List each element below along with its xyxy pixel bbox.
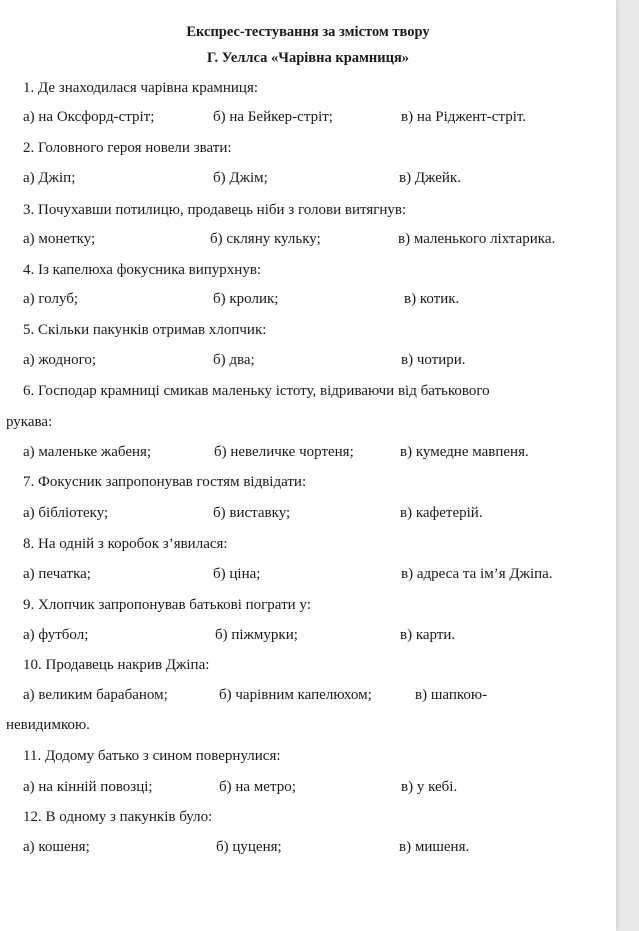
option-c: в) кумедне мавпеня. xyxy=(400,444,529,460)
option-b: б) на Бейкер-стріт; xyxy=(213,109,333,125)
option-b: б) ціна; xyxy=(213,566,261,582)
option-b: б) піжмурки; xyxy=(215,627,298,643)
question-8: 8. На одній з коробок з’явилася: xyxy=(23,536,228,552)
header-subtitle: Г. Уеллса «Чарівна крамниця» xyxy=(206,50,410,66)
question-6: 6. Господар крамниці смикав маленьку істоту, відриваючи від батькового xyxy=(23,383,490,399)
option-b: б) чарівним капелюхом; xyxy=(219,687,372,703)
option-c: в) Джейк. xyxy=(399,170,461,186)
option-a: а) маленьке жабеня; xyxy=(23,444,152,460)
question-9: 9. Хлопчик запропонував батькові пограти у: xyxy=(23,597,311,613)
question-12: 12. В одному з пакунків було: xyxy=(23,809,213,825)
option-a: а) Джіп; xyxy=(23,170,76,186)
option-b: б) два; xyxy=(213,352,255,368)
option-a: а) голуб; xyxy=(23,291,79,307)
question-2: 2. Головного героя новели звати: xyxy=(23,140,232,156)
option-c: в) карти. xyxy=(400,627,456,643)
option-c: в) маленького ліхтарика. xyxy=(398,231,556,247)
option-c: в) адреса та ім’я Джіпа. xyxy=(401,566,553,582)
option-b: б) невеличке чортеня; xyxy=(214,444,354,460)
question-10: 10. Продавець накрив Джіпа: xyxy=(23,657,210,673)
question-6-continued: рукава: xyxy=(6,414,53,430)
option-b: б) Джім; xyxy=(213,170,268,186)
answers-10-continued: невидимкою. xyxy=(6,717,90,733)
option-a: а) на Оксфорд-стріт; xyxy=(23,109,155,125)
option-a: а) великим барабаном; xyxy=(23,687,168,703)
option-c: в) на Ріджент-стріт. xyxy=(401,109,527,125)
option-a: а) на кінній повозці; xyxy=(23,779,153,795)
option-a: а) монетку; xyxy=(23,231,96,247)
question-3: 3. Почухавши потилицю, продавець ніби з голови витягнув: xyxy=(23,202,407,218)
option-b: б) цуценя; xyxy=(216,839,282,855)
option-a: а) футбол; xyxy=(23,627,89,643)
option-c: в) шапкою- xyxy=(415,687,488,703)
option-c: в) чотири. xyxy=(401,352,466,368)
question-7: 7. Фокусник запропонував гостям відвідати: xyxy=(23,474,307,490)
header-title: Експрес-тестування за змістом твору xyxy=(186,24,430,40)
question-11: 11. Додому батько з сином повернулися: xyxy=(23,748,281,764)
option-c: в) кафетерій. xyxy=(400,505,483,521)
question-4: 4. Із капелюха фокусника випурхнув: xyxy=(23,262,262,278)
option-c: в) котик. xyxy=(404,291,460,307)
option-b: б) виставку; xyxy=(213,505,291,521)
option-a: а) бібліотеку; xyxy=(23,505,109,521)
question-5: 5. Скільки пакунків отримав хлопчик: xyxy=(23,322,267,338)
option-c: в) у кебі. xyxy=(401,779,458,795)
option-b: б) на метро; xyxy=(219,779,296,795)
option-b: б) скляну кульку; xyxy=(210,231,321,247)
option-a: а) кошеня; xyxy=(23,839,90,855)
question-1: 1. Де знаходилася чарівна крамниця: xyxy=(23,80,259,96)
option-a: а) печатка; xyxy=(23,566,91,582)
option-b: б) кролик; xyxy=(213,291,279,307)
option-c: в) мишеня. xyxy=(399,839,470,855)
option-a: а) жодного; xyxy=(23,352,97,368)
